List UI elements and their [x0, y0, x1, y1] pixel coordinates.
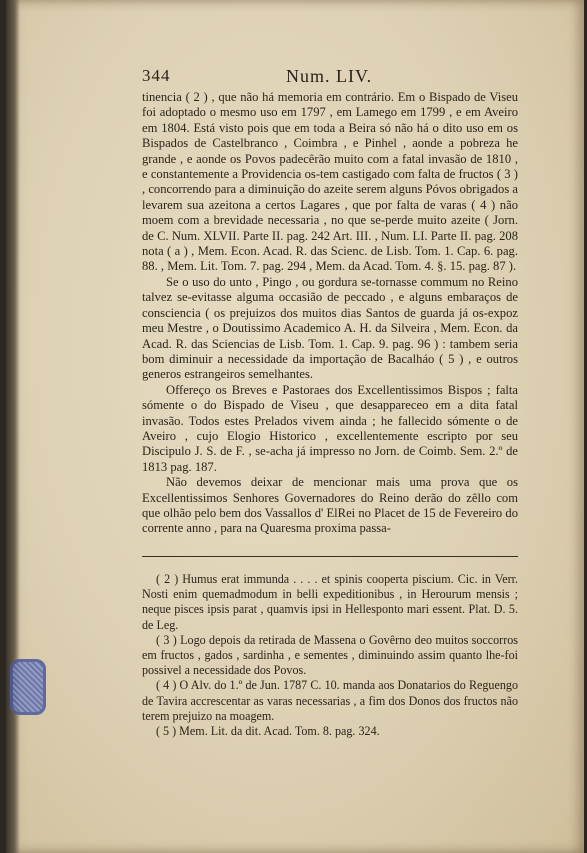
running-header: [142, 66, 527, 88]
footnote: ( 3 ) Logo depois da retirada de Massena o Govêrno deo muitos soccorros em fructos , gados , sardinha , e sementes , diminuindo assim quanto lhe-foi possivel a necessidade dos Povos.: [142, 632, 518, 678]
footnote: ( 2 ) Humus erat immunda . . . . et spinis cooperta piscium. Cic. in Verr. Nosti enim quemadmodum in belli expeditionibus , in Herourum mensis ; neque pisces ipsis parat , quamvis ipsi in Hellesponto mari essent. Plat. D. 5. de Leg.: [142, 572, 518, 632]
footnote: ( 4 ) O Alv. do 1.º de Jun. 1787 C. 10. manda aos Donatarios do Reguengo de Tavira accrescentar as varas necessarias , a fim dos Donos dos fructos não terem prejuizo na moagem.: [142, 678, 518, 723]
paragraph: Offereço os Breves e Pastoraes dos Excellentissimos Bispos ; falta sómente o do Bispado de Viseu , que desappareceo em a dita fatal invasão. Todos estes Prelados vivem ainda ; he fallecido sómente o de Aveiro , cujo Elogio Historico , excellentemente escripto por seu Discipulo J. S. de F. , se-acha já impresso no Jorn. de Coimb. Sem. 2.º de 1813 pag. 187.: [142, 382, 518, 474]
book-spine: [6, 0, 20, 853]
library-stamp: [10, 659, 46, 715]
footnotes: [142, 572, 518, 739]
footnote-divider: [142, 556, 518, 557]
page-title: Num. LIV.: [286, 66, 373, 86]
page-number: 344: [142, 66, 171, 85]
paragraph: Não devemos deixar de mencionar mais uma prova que os Excellentissimos Senhores Governadores do Reino derão do zêllo com que olhão pelo bem dos Vassallos d' ElRei no Placet de 15 de Fevereiro do corrente anno , para na Quaresma proxima passa-: [142, 475, 518, 536]
main-text: [142, 90, 518, 537]
footnote: ( 5 ) Mem. Lit. da dit. Acad. Tom. 8. pag. 324.: [156, 724, 380, 739]
paragraph: Se o uso do unto , Pingo , ou gordura se-tornasse commum no Reino talvez se-evitasse alguma occasião de peccado , e alguns embaraços de consciencia ( os prejuizos dos muitos dias Santos de guarda já os-expoz meu Mestre , o Doutissimo Academico A. H. da Silveira , Mem. Econ. da Acad. R. das Sciencias de Lisb. Tom. 1. Cap. 9. pag. 96 ) : tambem seria bom diminuir a necessidade da importação de Bacalháo ( 5 ) , e outros generos estrangeiros semelhantes.: [142, 274, 518, 382]
paragraph: tinencia ( 2 ) , que não há memoria em contrário. Em o Bispado de Viseu foi adoptado o mesmo uso em 1797 , em Lamego em 1799 , e em Aveiro em 1804. Está visto pois que em toda a Beira só não há o dito uso em os Bispados de Castelbranco , Coimbra , e Pinhel , aonde a pobreza he grande , e aonde os Povos padecêrão muito com a fatal invasão de 1810 , e constantemente a Providencia os-tem castigado com falta de fructos ( 3 ) , concorrendo para a diminuição do azeite serem alguns Póvos obrigados a levarem sua azeitona a certos Lagares , que por falta de varas ( 4 ) não moem com a brevidade necessaria , no que se-perde muito azeite ( Jorn. de C. Num. XLVII. Parte II. pag. 242 Art. III. , Num. LI. Parte II. pag. 208 nota ( a ) , Mem. Econ. Acad. R. das Scienc. de Lisb. Tom. 1. Cap. 6. pag. 88. , Mem. Lit. Tom. 7. pag. 294 , Mem. da Acad. Tom. 4. §. 15. pag. 87 ).: [142, 90, 518, 274]
